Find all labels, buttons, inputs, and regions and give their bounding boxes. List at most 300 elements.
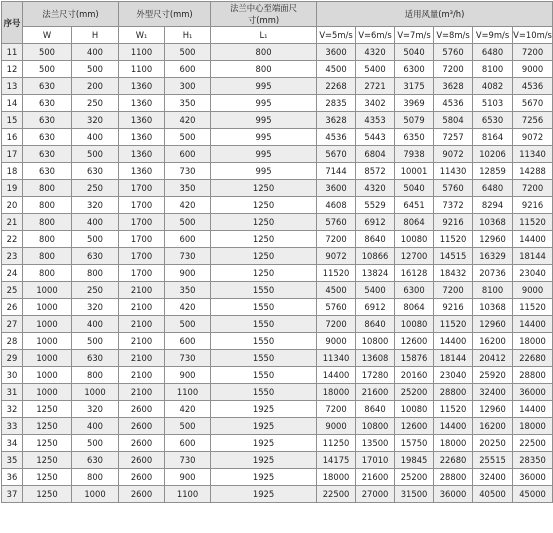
cell-v9: 25515 [473, 452, 513, 469]
cell-h1: 300 [165, 78, 211, 95]
cell-v8: 14515 [434, 248, 473, 265]
cell-v5: 3600 [317, 44, 356, 61]
cell-w: 1250 [23, 486, 72, 503]
cell-h: 250 [72, 95, 119, 112]
cell-v7: 6300 [395, 61, 434, 78]
cell-v10: 18144 [513, 248, 553, 265]
cell-seq: 36 [2, 469, 23, 486]
cell-v7: 15750 [395, 435, 434, 452]
cell-v6: 6912 [356, 214, 395, 231]
cell-l1: 1925 [211, 435, 317, 452]
cell-v8: 9216 [434, 214, 473, 231]
cell-v9: 6480 [473, 180, 513, 197]
cell-v7: 12600 [395, 333, 434, 350]
spec-table [1, 1, 553, 503]
cell-v7: 7938 [395, 146, 434, 163]
cell-v5: 9000 [317, 333, 356, 350]
cell-seq: 22 [2, 231, 23, 248]
table-row [2, 452, 553, 469]
cell-v8: 5760 [434, 44, 473, 61]
cell-w: 1250 [23, 418, 72, 435]
cell-w1: 1360 [119, 129, 165, 146]
cell-h: 250 [72, 282, 119, 299]
table-row [2, 384, 553, 401]
cell-v10: 7200 [513, 44, 553, 61]
cell-v7: 8064 [395, 299, 434, 316]
table-row [2, 333, 553, 350]
cell-w1: 1700 [119, 214, 165, 231]
cell-v8: 36000 [434, 486, 473, 503]
cell-h: 200 [72, 78, 119, 95]
table-row [2, 78, 553, 95]
cell-w: 630 [23, 146, 72, 163]
table-row [2, 299, 553, 316]
table-row [2, 61, 553, 78]
header-outer-size: 外型尺寸(mm) [119, 2, 211, 27]
cell-v7: 15876 [395, 350, 434, 367]
cell-w: 800 [23, 180, 72, 197]
cell-v5: 11520 [317, 265, 356, 282]
cell-v9: 8164 [473, 129, 513, 146]
cell-seq: 12 [2, 61, 23, 78]
cell-v9: 12859 [473, 163, 513, 180]
header-seq: 序号 [2, 2, 23, 44]
cell-w1: 1700 [119, 197, 165, 214]
subheader-v7: V=7m/s [395, 27, 434, 44]
cell-v6: 13500 [356, 435, 395, 452]
cell-v5: 9072 [317, 248, 356, 265]
cell-w: 800 [23, 214, 72, 231]
cell-v7: 10080 [395, 401, 434, 418]
table-row [2, 418, 553, 435]
cell-v6: 10800 [356, 333, 395, 350]
cell-v6: 21600 [356, 384, 395, 401]
cell-seq: 30 [2, 367, 23, 384]
cell-v6: 6912 [356, 299, 395, 316]
cell-h: 630 [72, 452, 119, 469]
cell-v7: 16128 [395, 265, 434, 282]
cell-v5: 5670 [317, 146, 356, 163]
cell-v10: 14400 [513, 231, 553, 248]
cell-v5: 4536 [317, 129, 356, 146]
subheader-v6: V=6m/s [356, 27, 395, 44]
table-row [2, 231, 553, 248]
cell-v8: 22680 [434, 452, 473, 469]
cell-v10: 14400 [513, 401, 553, 418]
table-row [2, 197, 553, 214]
cell-v9: 6530 [473, 112, 513, 129]
cell-v5: 5760 [317, 214, 356, 231]
cell-seq: 26 [2, 299, 23, 316]
cell-v5: 18000 [317, 384, 356, 401]
cell-w: 1250 [23, 452, 72, 469]
cell-v6: 8572 [356, 163, 395, 180]
cell-v10: 9000 [513, 282, 553, 299]
cell-w1: 2100 [119, 282, 165, 299]
cell-v8: 7200 [434, 282, 473, 299]
cell-w: 1000 [23, 333, 72, 350]
cell-l1: 800 [211, 61, 317, 78]
cell-h: 320 [72, 112, 119, 129]
cell-v9: 8294 [473, 197, 513, 214]
cell-v5: 14175 [317, 452, 356, 469]
cell-v7: 12700 [395, 248, 434, 265]
cell-l1: 1550 [211, 384, 317, 401]
cell-l1: 1925 [211, 401, 317, 418]
cell-v5: 3600 [317, 180, 356, 197]
cell-v6: 5400 [356, 282, 395, 299]
subheader-w1: W₁ [119, 27, 165, 44]
cell-h1: 1100 [165, 486, 211, 503]
cell-v8: 5804 [434, 112, 473, 129]
cell-v5: 14400 [317, 367, 356, 384]
cell-v9: 32400 [473, 384, 513, 401]
cell-seq: 33 [2, 418, 23, 435]
cell-w: 500 [23, 44, 72, 61]
cell-w: 630 [23, 129, 72, 146]
table-row [2, 180, 553, 197]
cell-l1: 995 [211, 78, 317, 95]
cell-h1: 420 [165, 197, 211, 214]
cell-h1: 420 [165, 401, 211, 418]
cell-v7: 10080 [395, 231, 434, 248]
cell-w: 800 [23, 265, 72, 282]
cell-v6: 17010 [356, 452, 395, 469]
cell-w1: 2600 [119, 418, 165, 435]
cell-v8: 7372 [434, 197, 473, 214]
cell-h: 250 [72, 180, 119, 197]
cell-w: 1000 [23, 384, 72, 401]
cell-v8: 14400 [434, 418, 473, 435]
cell-h1: 600 [165, 146, 211, 163]
cell-v7: 12600 [395, 418, 434, 435]
cell-v10: 11340 [513, 146, 553, 163]
cell-w1: 1700 [119, 231, 165, 248]
cell-h: 800 [72, 265, 119, 282]
cell-v7: 6300 [395, 282, 434, 299]
cell-l1: 1550 [211, 350, 317, 367]
header-airflow: 适用风量(m³/h) [317, 2, 553, 27]
cell-v7: 5040 [395, 180, 434, 197]
cell-v6: 6804 [356, 146, 395, 163]
cell-v9: 40500 [473, 486, 513, 503]
cell-v6: 8640 [356, 401, 395, 418]
cell-v8: 18144 [434, 350, 473, 367]
cell-v5: 4500 [317, 61, 356, 78]
cell-v5: 7200 [317, 401, 356, 418]
table-row [2, 146, 553, 163]
cell-h1: 350 [165, 282, 211, 299]
table-row [2, 316, 553, 333]
cell-seq: 27 [2, 316, 23, 333]
cell-h: 630 [72, 163, 119, 180]
cell-w1: 2600 [119, 435, 165, 452]
cell-h1: 500 [165, 214, 211, 231]
cell-v10: 5670 [513, 95, 553, 112]
table-row [2, 469, 553, 486]
cell-h1: 600 [165, 333, 211, 350]
cell-h1: 500 [165, 316, 211, 333]
cell-w1: 1700 [119, 180, 165, 197]
cell-h: 500 [72, 61, 119, 78]
cell-v10: 18000 [513, 333, 553, 350]
cell-w1: 2600 [119, 469, 165, 486]
cell-v6: 13608 [356, 350, 395, 367]
cell-v9: 8100 [473, 282, 513, 299]
cell-l1: 995 [211, 112, 317, 129]
cell-v8: 11520 [434, 231, 473, 248]
cell-v10: 9000 [513, 61, 553, 78]
cell-v5: 7144 [317, 163, 356, 180]
cell-v8: 4536 [434, 95, 473, 112]
cell-v9: 16329 [473, 248, 513, 265]
table-row [2, 248, 553, 265]
cell-h1: 350 [165, 95, 211, 112]
cell-v9: 5103 [473, 95, 513, 112]
cell-seq: 18 [2, 163, 23, 180]
cell-w: 1250 [23, 469, 72, 486]
cell-h: 400 [72, 316, 119, 333]
cell-seq: 25 [2, 282, 23, 299]
cell-w: 800 [23, 231, 72, 248]
cell-v8: 28800 [434, 469, 473, 486]
cell-v6: 5443 [356, 129, 395, 146]
cell-v8: 18000 [434, 435, 473, 452]
cell-v5: 7200 [317, 316, 356, 333]
cell-v9: 12960 [473, 316, 513, 333]
cell-h1: 730 [165, 248, 211, 265]
cell-w1: 1360 [119, 163, 165, 180]
cell-v6: 21600 [356, 469, 395, 486]
cell-seq: 17 [2, 146, 23, 163]
cell-l1: 1550 [211, 367, 317, 384]
cell-seq: 16 [2, 129, 23, 146]
subheader-w: W [23, 27, 72, 44]
cell-v6: 10866 [356, 248, 395, 265]
cell-h: 320 [72, 299, 119, 316]
cell-v6: 4353 [356, 112, 395, 129]
cell-l1: 1250 [211, 214, 317, 231]
cell-v8: 11520 [434, 401, 473, 418]
cell-v7: 3175 [395, 78, 434, 95]
cell-v10: 14288 [513, 163, 553, 180]
cell-v9: 4082 [473, 78, 513, 95]
cell-h1: 600 [165, 61, 211, 78]
cell-w1: 2100 [119, 367, 165, 384]
header-center-to-face: 法兰中心至端面尺寸(mm) [211, 2, 317, 27]
cell-l1: 995 [211, 163, 317, 180]
cell-v10: 22500 [513, 435, 553, 452]
cell-w1: 2100 [119, 299, 165, 316]
cell-v9: 20736 [473, 265, 513, 282]
table-body [2, 44, 553, 503]
cell-w1: 1360 [119, 146, 165, 163]
cell-h: 500 [72, 146, 119, 163]
subheader-h: H [72, 27, 119, 44]
cell-l1: 800 [211, 44, 317, 61]
cell-seq: 29 [2, 350, 23, 367]
cell-h1: 350 [165, 180, 211, 197]
cell-v10: 23040 [513, 265, 553, 282]
cell-seq: 34 [2, 435, 23, 452]
cell-v10: 11520 [513, 214, 553, 231]
cell-l1: 1250 [211, 248, 317, 265]
cell-h1: 730 [165, 452, 211, 469]
table-row [2, 282, 553, 299]
cell-w1: 1100 [119, 44, 165, 61]
cell-seq: 13 [2, 78, 23, 95]
cell-h: 400 [72, 44, 119, 61]
cell-w1: 2100 [119, 384, 165, 401]
cell-w: 1000 [23, 350, 72, 367]
cell-h: 500 [72, 231, 119, 248]
cell-h1: 1100 [165, 384, 211, 401]
cell-h: 1000 [72, 384, 119, 401]
cell-v9: 12960 [473, 401, 513, 418]
cell-v10: 18000 [513, 418, 553, 435]
cell-v6: 4320 [356, 180, 395, 197]
cell-w: 500 [23, 61, 72, 78]
cell-v9: 20250 [473, 435, 513, 452]
cell-v10: 28350 [513, 452, 553, 469]
cell-w1: 1700 [119, 265, 165, 282]
cell-h: 500 [72, 435, 119, 452]
cell-h1: 420 [165, 112, 211, 129]
cell-v7: 10001 [395, 163, 434, 180]
cell-v7: 10080 [395, 316, 434, 333]
cell-w1: 1100 [119, 61, 165, 78]
table-row [2, 350, 553, 367]
cell-v6: 27000 [356, 486, 395, 503]
cell-w1: 1360 [119, 78, 165, 95]
cell-seq: 24 [2, 265, 23, 282]
table-row [2, 435, 553, 452]
table-row [2, 44, 553, 61]
cell-l1: 1925 [211, 486, 317, 503]
cell-seq: 20 [2, 197, 23, 214]
cell-l1: 1550 [211, 282, 317, 299]
cell-v8: 11520 [434, 316, 473, 333]
cell-w1: 2600 [119, 486, 165, 503]
cell-w: 800 [23, 248, 72, 265]
cell-v7: 31500 [395, 486, 434, 503]
cell-v9: 12960 [473, 231, 513, 248]
cell-w: 1000 [23, 316, 72, 333]
cell-h1: 600 [165, 231, 211, 248]
cell-v6: 10800 [356, 418, 395, 435]
cell-w: 630 [23, 78, 72, 95]
cell-h1: 900 [165, 265, 211, 282]
cell-v6: 5400 [356, 61, 395, 78]
cell-seq: 15 [2, 112, 23, 129]
cell-v8: 9216 [434, 299, 473, 316]
cell-v5: 4500 [317, 282, 356, 299]
cell-h1: 900 [165, 469, 211, 486]
table-row [2, 95, 553, 112]
cell-seq: 35 [2, 452, 23, 469]
cell-l1: 1250 [211, 231, 317, 248]
cell-seq: 23 [2, 248, 23, 265]
cell-v9: 32400 [473, 469, 513, 486]
cell-v8: 18432 [434, 265, 473, 282]
cell-l1: 995 [211, 95, 317, 112]
cell-v5: 9000 [317, 418, 356, 435]
cell-v10: 7200 [513, 180, 553, 197]
cell-h1: 500 [165, 418, 211, 435]
cell-seq: 21 [2, 214, 23, 231]
cell-v10: 36000 [513, 384, 553, 401]
cell-l1: 1250 [211, 180, 317, 197]
cell-h1: 600 [165, 435, 211, 452]
cell-h: 400 [72, 214, 119, 231]
table-row [2, 214, 553, 231]
cell-v6: 13824 [356, 265, 395, 282]
cell-v6: 17280 [356, 367, 395, 384]
cell-v10: 22680 [513, 350, 553, 367]
cell-v10: 9072 [513, 129, 553, 146]
cell-v9: 10206 [473, 146, 513, 163]
cell-l1: 1925 [211, 418, 317, 435]
cell-l1: 1550 [211, 316, 317, 333]
cell-w1: 2600 [119, 452, 165, 469]
cell-v5: 11250 [317, 435, 356, 452]
table-row [2, 265, 553, 282]
cell-h: 400 [72, 418, 119, 435]
cell-w: 1000 [23, 282, 72, 299]
cell-seq: 31 [2, 384, 23, 401]
cell-v7: 5079 [395, 112, 434, 129]
cell-seq: 28 [2, 333, 23, 350]
cell-l1: 1250 [211, 197, 317, 214]
cell-v8: 7200 [434, 61, 473, 78]
cell-v8: 23040 [434, 367, 473, 384]
table-row [2, 163, 553, 180]
cell-seq: 37 [2, 486, 23, 503]
cell-h: 400 [72, 129, 119, 146]
cell-h1: 730 [165, 163, 211, 180]
cell-v8: 14400 [434, 333, 473, 350]
table-row [2, 367, 553, 384]
cell-w1: 1360 [119, 95, 165, 112]
cell-v8: 5760 [434, 180, 473, 197]
cell-h: 630 [72, 248, 119, 265]
cell-v10: 28800 [513, 367, 553, 384]
subheader-v5: V=5m/s [317, 27, 356, 44]
cell-w1: 2600 [119, 401, 165, 418]
table-row [2, 401, 553, 418]
cell-v8: 7257 [434, 129, 473, 146]
cell-v7: 6350 [395, 129, 434, 146]
cell-v8: 11430 [434, 163, 473, 180]
cell-v5: 4608 [317, 197, 356, 214]
cell-l1: 1550 [211, 333, 317, 350]
cell-w: 630 [23, 112, 72, 129]
cell-l1: 995 [211, 129, 317, 146]
cell-v5: 22500 [317, 486, 356, 503]
cell-w1: 2100 [119, 350, 165, 367]
cell-v7: 19845 [395, 452, 434, 469]
cell-v5: 3628 [317, 112, 356, 129]
cell-v9: 20412 [473, 350, 513, 367]
cell-v8: 3628 [434, 78, 473, 95]
cell-h: 320 [72, 197, 119, 214]
cell-w: 630 [23, 163, 72, 180]
cell-v9: 6480 [473, 44, 513, 61]
table-row [2, 129, 553, 146]
cell-h1: 500 [165, 44, 211, 61]
cell-v6: 8640 [356, 231, 395, 248]
cell-v10: 45000 [513, 486, 553, 503]
